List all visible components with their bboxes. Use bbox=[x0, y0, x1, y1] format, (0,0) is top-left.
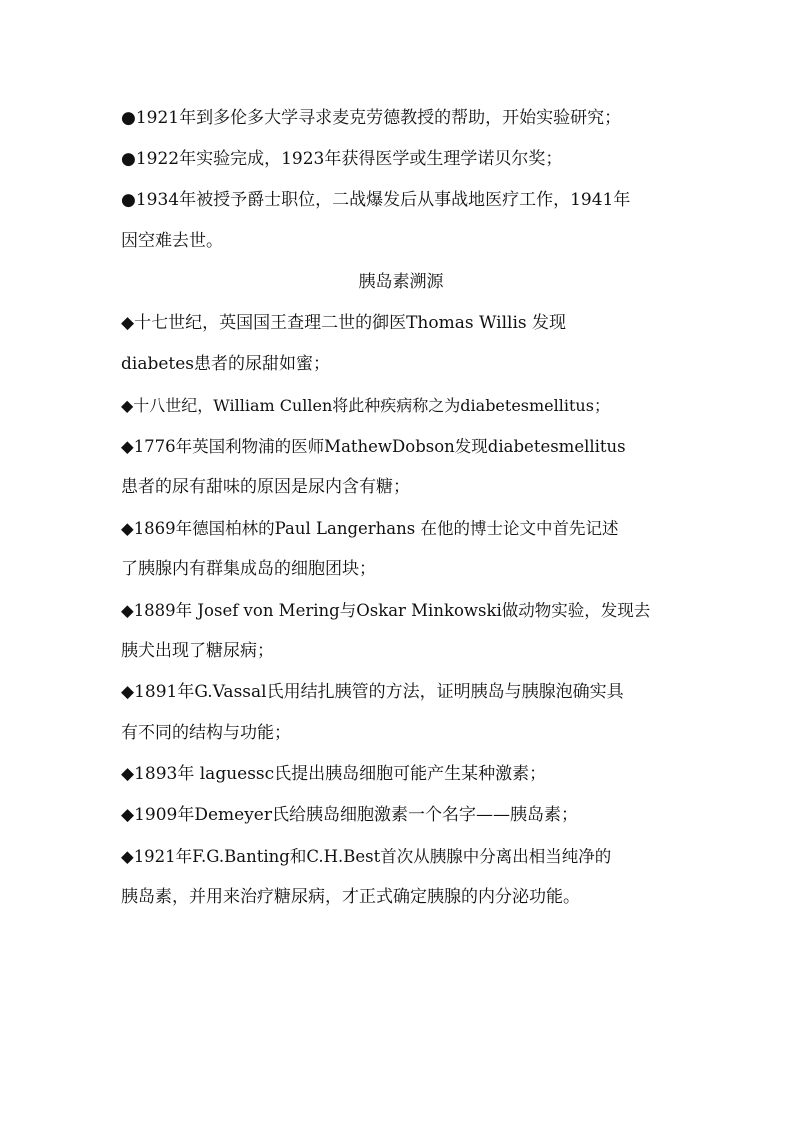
history-line-2: diabetes患者的尿甜如蜜； bbox=[121, 354, 331, 374]
history-line-6: ◆1869年德国柏林的Paul Langerhans 在他的博士论文中首先记述 bbox=[121, 519, 619, 538]
section-title: 胰岛素溯源 bbox=[358, 272, 444, 292]
document-page bbox=[121, 98, 681, 918]
history-line-7: 了胰腺内有群集成岛的细胞团块； bbox=[121, 559, 376, 579]
history-line-5: 患者的尿有甜味的原因是尿内含有糖； bbox=[121, 477, 410, 497]
history-line-15: 胰岛素，并用来治疗糖尿病，才正式确定胰腺的内分泌功能。 bbox=[121, 887, 580, 907]
bio-line-2: ●1922年实验完成，1923年获得医学或生理学诺贝尔奖； bbox=[121, 149, 563, 169]
history-line-9: 胰犬出现了糖尿病； bbox=[121, 641, 274, 661]
history-line-14: ◆1921年F.G.Banting和C.H.Best首次从胰腺中分离出相当纯净的 bbox=[121, 847, 612, 866]
bio-line-1: ●1921年到多伦多大学寻求麦克劳德教授的帮助，开始实验研究； bbox=[121, 108, 622, 128]
history-line-10: ◆1891年G.Vassal氏用结扎胰管的方法，证明胰岛与胰腺泡确实具 bbox=[121, 682, 624, 702]
history-line-4: ◆1776年英国利物浦的医师MathewDobson发现diabetesmellitus bbox=[121, 437, 626, 456]
bio-line-4: 因空难去世。 bbox=[121, 231, 223, 251]
history-line-11: 有不同的结构与功能； bbox=[121, 723, 291, 743]
history-line-1: ◆十七世纪，英国国王查理二世的御医Thomas Willis 发现 bbox=[121, 313, 567, 333]
history-line-12: ◆1893年 laguessc氏提出胰岛细胞可能产生某种激素； bbox=[121, 764, 547, 784]
history-line-8: ◆1889年 Josef von Mering与Oskar Minkowski做动物实验，发现去 bbox=[121, 601, 651, 620]
history-line-13: ◆1909年Demeyer氏给胰岛细胞激素一个名字——胰岛素； bbox=[121, 805, 578, 825]
bio-line-3: ●1934年被授予爵士职位，二战爆发后从事战地医疗工作，1941年 bbox=[121, 190, 631, 210]
history-line-3: ◆十八世纪，William Cullen将此种疾病称之为diabetesmellitus； bbox=[121, 396, 610, 415]
